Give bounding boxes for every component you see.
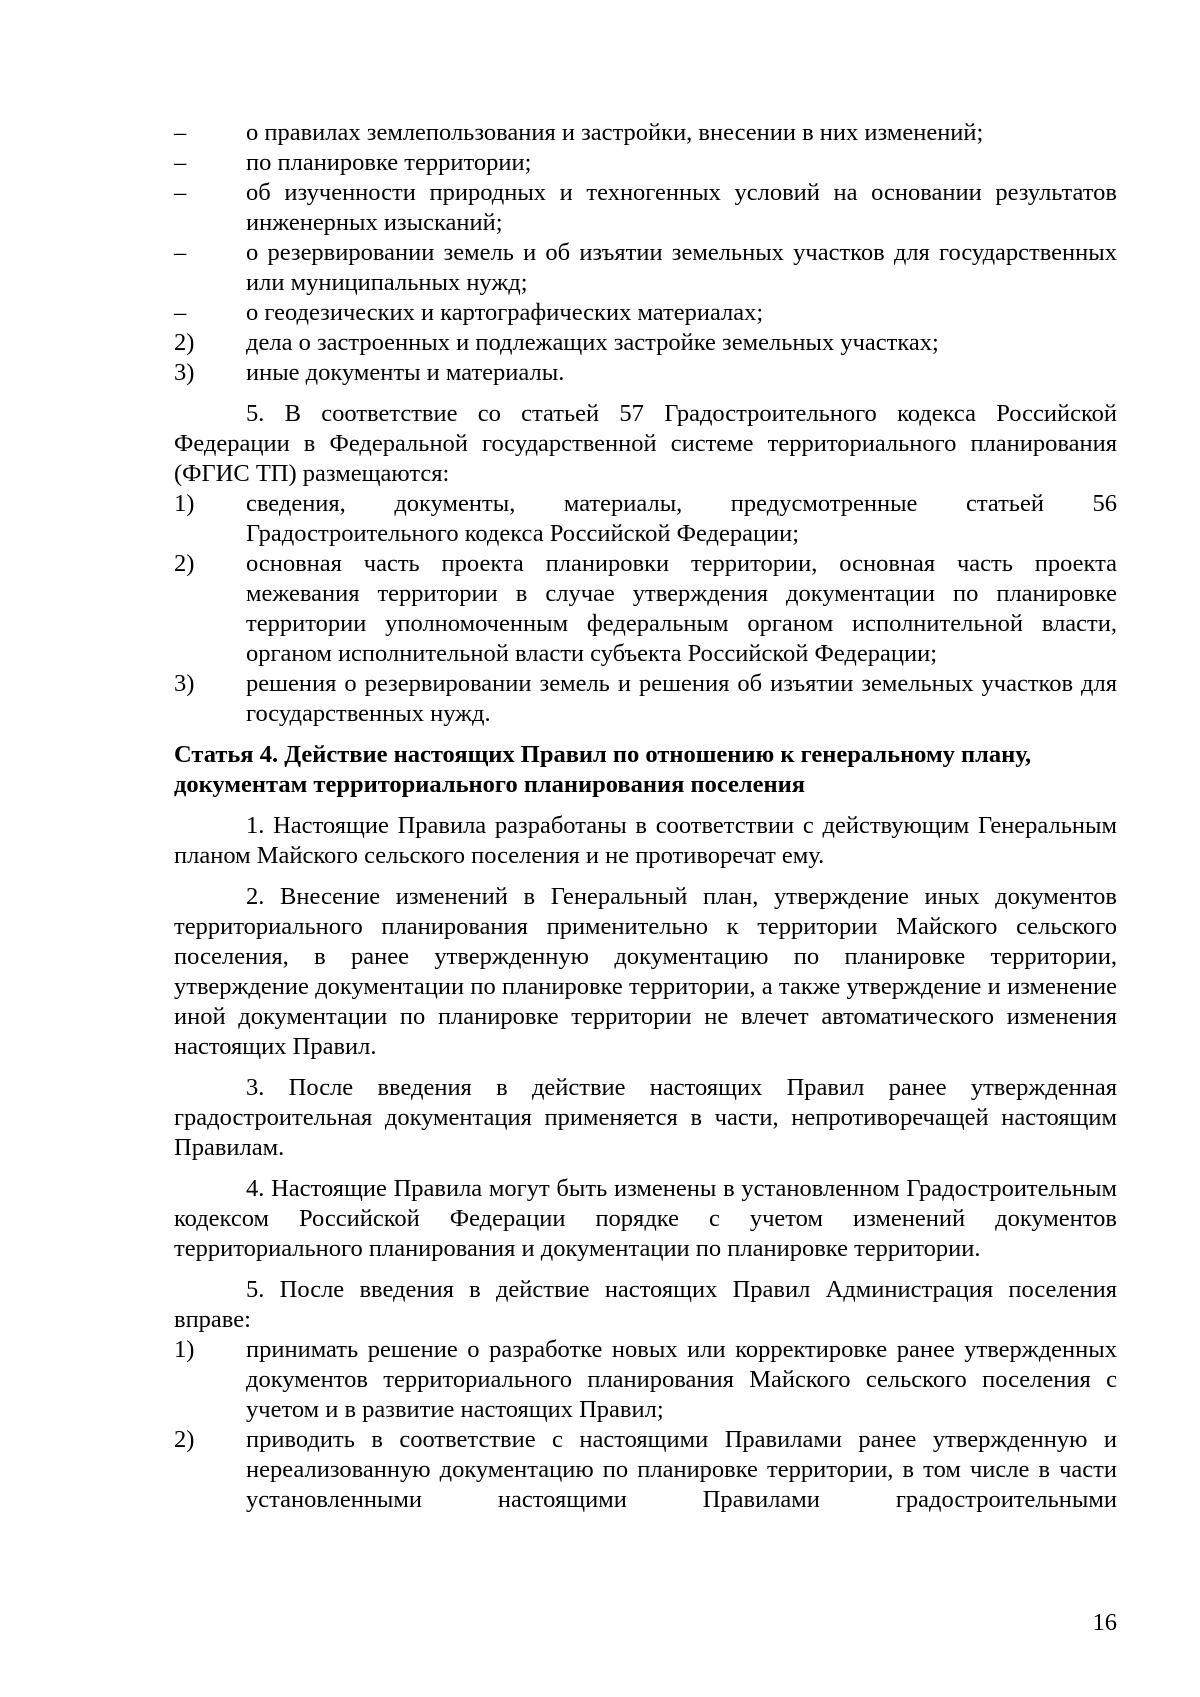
list-item [174, 489, 1117, 549]
list-item [174, 549, 1117, 669]
paragraph: 1. Настоящие Правила разработаны в соответствии с действующим Генеральным планом Майского сельского поселения и не противоречат ему. [174, 812, 1117, 869]
list-item-text: о геодезических и картографических материалах; [246, 299, 764, 326]
paragraph: 5. После введения в действие настоящих Правил Администрация поселения вправе: [174, 1276, 1117, 1333]
list-item [174, 1335, 1117, 1425]
list-marker: 2) [174, 1426, 195, 1453]
list-item-text: о правилах землепользования и застройки, внесении в них изменений; [246, 119, 984, 146]
paragraph: 4. Настоящие Правила могут быть изменены в установленном Градостроительным кодексом Российской Федерации порядке с учетом изменений документов территориального планирования и документации по планировке территории. [174, 1175, 1117, 1262]
list-item-text: приводить в соответствие с настоящими Правилами ранее утвержденную и нереализованную документацию по планировке территории, в том числе в части установленными настоящими Правилами градостроительными [246, 1426, 1117, 1513]
article-heading: Статья 4. Действие настоящих Правил по отношению к генеральному плану, документам территориального планирования поселения [174, 741, 1032, 798]
list-item-text: о резервировании земель и об изъятии земельных участков для государственных или муниципальных нужд; [246, 239, 1117, 296]
paragraph: 3. После введения в действие настоящих Правил ранее утвержденная градостроительная документация применяется в части, непротиворечащей настоящим Правилам. [174, 1074, 1117, 1161]
list-item [174, 298, 1117, 328]
list-marker: 1) [174, 490, 195, 517]
list-marker: – [174, 179, 187, 206]
list-marker: – [174, 299, 187, 326]
list-item-text: сведения, документы, материалы, предусмотренные статьей 56 Градостроительного кодекса Российской Федерации; [246, 490, 1117, 547]
document-list [174, 1335, 1117, 1515]
list-item [174, 358, 1117, 388]
document-list [174, 118, 1117, 388]
list-marker: 2) [174, 550, 195, 577]
list-item-text: об изученности природных и техногенных условий на основании результатов инженерных изысканий; [246, 179, 1117, 236]
list-item [174, 328, 1117, 358]
list-marker: – [174, 149, 187, 176]
page-content [174, 118, 1117, 1515]
list-item-text: решения о резервировании земель и решения об изъятии земельных участков для государственных нужд. [246, 670, 1117, 727]
list-item [174, 1425, 1117, 1515]
list-item [174, 118, 1117, 148]
list-item [174, 178, 1117, 238]
list-item-text: иные документы и материалы. [246, 359, 565, 386]
paragraph: 2. Внесение изменений в Генеральный план, утверждение иных документов территориального планирования применительно к территории Майского сельского поселения, в ранее утвержденную документацию по планировке территории, утверждение документации по планировке территории, а также утверждение и изменение иной документации по планировке территории не влечет автоматического изменения настоящих Правил. [174, 883, 1117, 1060]
list-marker: 3) [174, 359, 195, 386]
list-item [174, 148, 1117, 178]
list-marker: 3) [174, 670, 195, 697]
list-marker: – [174, 239, 187, 266]
list-item-text: принимать решение о разработке новых или корректировке ранее утвержденных документов территориального планирования Майского сельского поселения с учетом и в развитие настоящих Правил; [246, 1336, 1117, 1423]
page-number: 16 [1092, 1609, 1117, 1636]
list-item-text: по планировке территории; [246, 149, 532, 176]
paragraph: 5. В соответствие со статьей 57 Градостроительного кодекса Российской Федерации в Федеральной государственной системе территориального планирования (ФГИС ТП) размещаются: [174, 400, 1117, 487]
list-item-text: дела о застроенных и подлежащих застройке земельных участках; [246, 329, 939, 356]
list-marker: 1) [174, 1336, 195, 1363]
document-list [174, 489, 1117, 729]
list-marker: – [174, 119, 187, 146]
list-marker: 2) [174, 329, 195, 356]
list-item [174, 669, 1117, 729]
list-item-text: основная часть проекта планировки территории, основная часть проекта межевания территории в случае утверждения документации по планировке территории уполномоченным федеральным органом исполнительной власти, органом исполнительной власти субъекта Российской Федерации; [246, 550, 1117, 667]
list-item [174, 238, 1117, 298]
